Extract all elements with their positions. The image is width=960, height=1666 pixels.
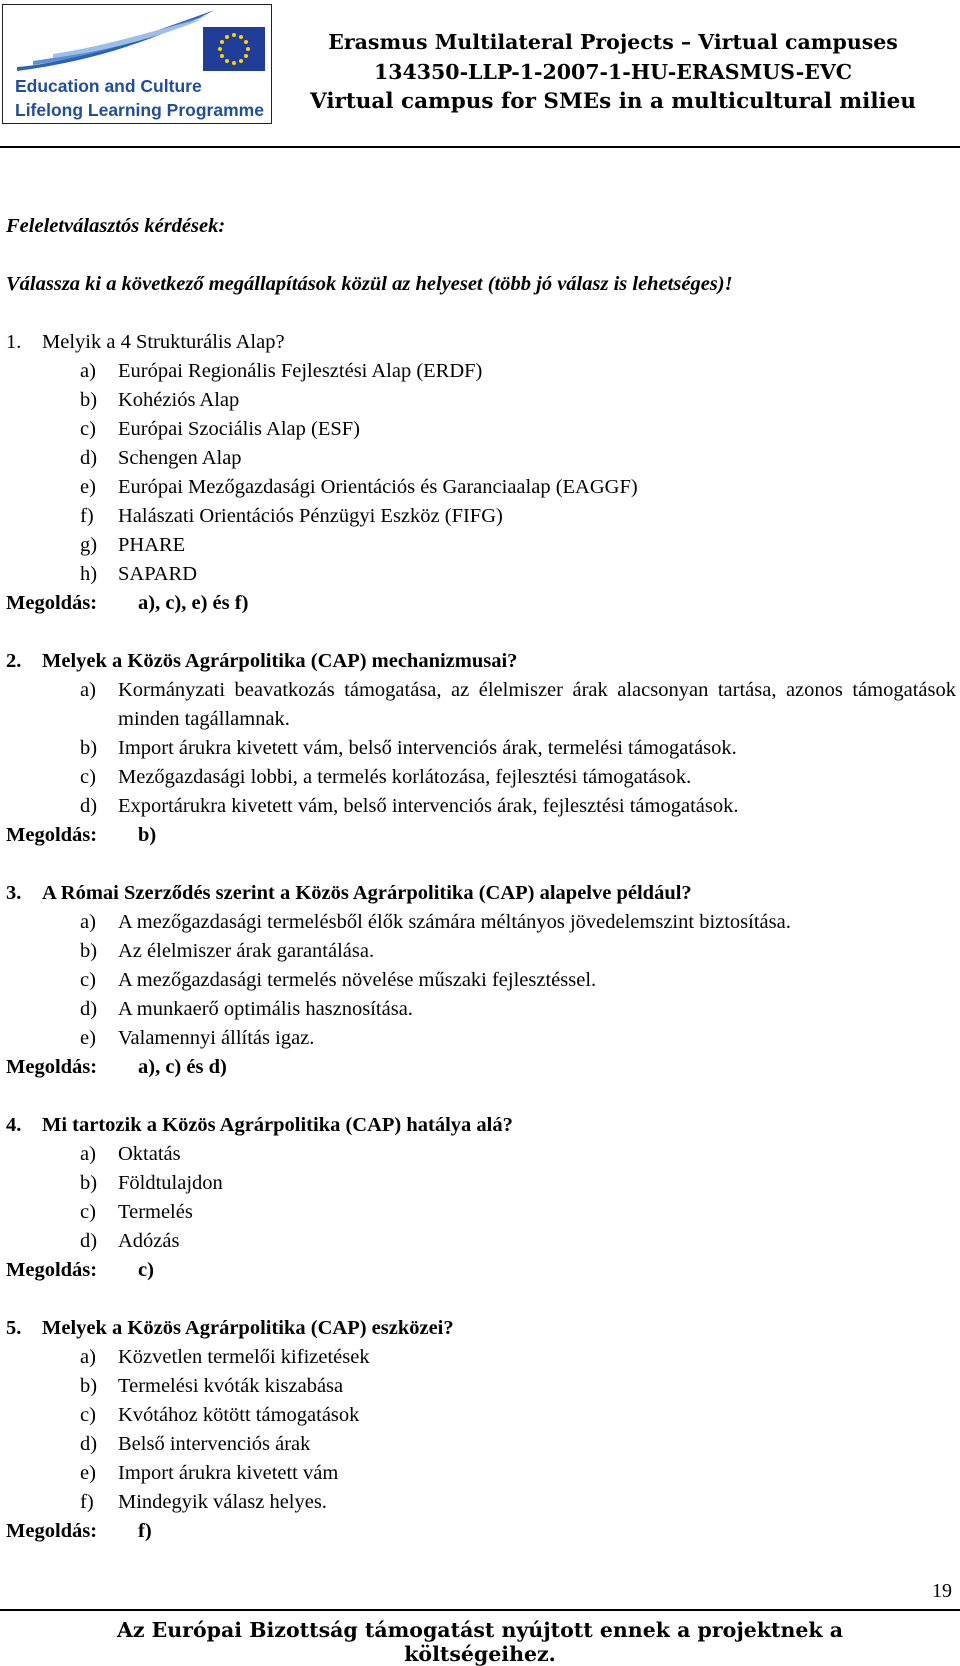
option-item <box>80 386 956 415</box>
option-text: A mezőgazdasági termelésből élők számára méltányos jövedelemszint biztosítása. <box>118 911 791 933</box>
option-item <box>80 1227 956 1256</box>
solution-label: Megoldás: <box>6 1056 98 1078</box>
option-list <box>6 908 956 1053</box>
option-item <box>80 966 956 995</box>
header-title-2: 134350-LLP-1-2007-1-HU-ERASMUS-EVC <box>373 60 853 84</box>
header-title-3: Virtual campus for SMEs in a multicultural milieu <box>310 89 916 114</box>
header-titles <box>310 27 916 117</box>
option-list <box>6 676 956 821</box>
option-item <box>80 502 956 531</box>
option-text: Kvótához kötött támogatások <box>118 1404 360 1426</box>
option-item <box>80 908 956 937</box>
option-label: d) <box>80 795 98 817</box>
question-1 <box>6 328 956 618</box>
question-text: Melyik a 4 Strukturális Alap? <box>42 331 285 353</box>
logo-line-2: Lifelong Learning Programme <box>15 100 264 120</box>
option-label: b) <box>80 737 98 759</box>
option-item <box>80 937 956 966</box>
program-logo <box>2 4 272 124</box>
option-label: c) <box>80 418 96 440</box>
option-text: A munkaerő optimális hasznosítása. <box>118 998 413 1020</box>
option-text: Európai Regionális Fejlesztési Alap (ERDF) <box>118 360 483 382</box>
header-divider <box>0 146 960 148</box>
option-label: b) <box>80 1172 98 1194</box>
solution-value: f) <box>138 1520 152 1542</box>
option-item <box>80 1430 956 1459</box>
question-title <box>6 328 956 357</box>
option-list <box>6 357 956 589</box>
option-label: e) <box>80 476 96 498</box>
question-3 <box>6 879 956 1082</box>
option-text: Európai Szociális Alap (ESF) <box>118 418 360 440</box>
option-text: Import árukra kivetett vám <box>118 1462 339 1484</box>
option-item <box>80 1372 956 1401</box>
option-label: d) <box>80 447 98 469</box>
question-text: Mi tartozik a Közös Agrárpolitika (CAP) hatálya alá? <box>42 1114 513 1136</box>
question-title <box>6 879 956 908</box>
option-label: f) <box>80 1491 94 1513</box>
question-number: 5. <box>6 1317 22 1339</box>
option-label: a) <box>80 679 96 701</box>
option-text: Halászati Orientációs Pénzügyi Eszköz (FIFG) <box>118 505 503 527</box>
solution-value: c) <box>138 1259 154 1281</box>
option-label: e) <box>80 1462 96 1484</box>
solution-label: Megoldás: <box>6 1520 98 1542</box>
solution-value: a), c), e) és f) <box>138 592 249 614</box>
question-title <box>6 1111 956 1140</box>
option-text: Belső intervenciós árak <box>118 1433 311 1455</box>
footer-divider <box>0 1609 960 1611</box>
option-text: Valamennyi állítás igaz. <box>118 1027 315 1049</box>
option-label: a) <box>80 1346 96 1368</box>
option-item <box>80 995 956 1024</box>
question-title <box>6 1314 956 1343</box>
option-label: f) <box>80 505 94 527</box>
option-item <box>80 1488 956 1517</box>
solution-line <box>6 1256 956 1285</box>
question-text: Melyek a Közös Agrárpolitika (CAP) mechanizmusai? <box>42 650 518 672</box>
option-label: d) <box>80 998 98 1020</box>
option-label: c) <box>80 1404 96 1426</box>
logo-line-1: Education and Culture <box>15 76 202 96</box>
solution-line <box>6 1053 956 1082</box>
option-text: Mindegyik válasz helyes. <box>118 1491 327 1513</box>
option-item <box>80 763 956 792</box>
option-text: Oktatás <box>118 1143 181 1165</box>
option-label: g) <box>80 534 98 556</box>
question-4 <box>6 1111 956 1285</box>
solution-value: b) <box>138 824 157 846</box>
option-label: d) <box>80 1433 98 1455</box>
option-item <box>80 1401 956 1430</box>
option-label: c) <box>80 1201 96 1223</box>
option-text: Mezőgazdasági lobbi, a termelés korlátozása, fejlesztési támogatások. <box>118 766 692 788</box>
option-text: Schengen Alap <box>118 447 242 469</box>
option-list <box>6 1343 956 1517</box>
option-text: SAPARD <box>118 563 198 585</box>
question-2 <box>6 647 956 850</box>
logo-graphic <box>3 5 271 75</box>
solution-label: Megoldás: <box>6 592 98 614</box>
solution-line <box>6 821 956 850</box>
option-label: c) <box>80 766 96 788</box>
question-title <box>6 647 956 676</box>
option-item <box>80 792 956 821</box>
question-number: 1. <box>6 331 22 353</box>
option-label: c) <box>80 969 96 991</box>
option-text: Az élelmiszer árak garantálása. <box>118 940 375 962</box>
question-number: 3. <box>6 882 22 904</box>
footer-text: Az Európai Bizottság támogatást nyújtott ennek a projektnek a költségeihez. <box>116 1618 844 1666</box>
option-item <box>80 1140 956 1169</box>
option-item <box>80 676 956 734</box>
option-item <box>80 734 956 763</box>
option-label: d) <box>80 1230 98 1252</box>
option-label: h) <box>80 563 98 585</box>
option-item <box>80 1169 956 1198</box>
option-item <box>80 1198 956 1227</box>
option-label: e) <box>80 1027 96 1049</box>
option-item <box>80 1343 956 1372</box>
option-list <box>6 1140 956 1256</box>
option-label: b) <box>80 389 98 411</box>
option-text: PHARE <box>118 534 186 556</box>
question-number: 2. <box>6 650 22 672</box>
solution-value: a), c) és d) <box>138 1056 227 1078</box>
option-label: b) <box>80 940 98 962</box>
option-text: Adózás <box>118 1230 180 1252</box>
option-item <box>80 357 956 386</box>
solution-label: Megoldás: <box>6 1259 98 1281</box>
option-text: Kohéziós Alap <box>118 389 240 411</box>
option-text: Exportárukra kivetett vám, belső intervenciós árak, fejlesztési támogatások. <box>118 795 739 817</box>
option-item <box>80 415 956 444</box>
question-text: Melyek a Közös Agrárpolitika (CAP) eszközei? <box>42 1317 454 1339</box>
option-item <box>80 444 956 473</box>
option-label: a) <box>80 1143 96 1165</box>
section-title: Feleletválasztós kérdések: <box>6 215 226 237</box>
solution-line <box>6 589 956 618</box>
option-text: Kormányzati beavatkozás támogatása, az élelmiszer árak alacsonyan tartása, azonos támogatások minden tagállamnak. <box>118 679 956 730</box>
option-text: Import árukra kivetett vám, belső intervenciós árak, termelési támogatások. <box>118 737 737 759</box>
question-number: 4. <box>6 1114 22 1136</box>
question-text: A Római Szerződés szerint a Közös Agrárpolitika (CAP) alapelve például? <box>42 882 692 904</box>
option-text: Termelés <box>118 1201 193 1223</box>
header-title-1: Erasmus Multilateral Projects – Virtual campuses <box>328 30 898 54</box>
option-text: Európai Mezőgazdasági Orientációs és Garanciaalap (EAGGF) <box>118 476 638 498</box>
option-item <box>80 473 956 502</box>
option-item <box>80 560 956 589</box>
document-body <box>6 212 956 1546</box>
option-item <box>80 1024 956 1053</box>
option-text: Termelési kvóták kiszabása <box>118 1375 344 1397</box>
question-5 <box>6 1314 956 1546</box>
option-item <box>80 531 956 560</box>
option-label: a) <box>80 360 96 382</box>
instruction-text: Válassza ki a következő megállapítások közül az helyeset (több jó válasz is lehetséges)! <box>6 273 733 295</box>
option-label: b) <box>80 1375 98 1397</box>
option-text: Földtulajdon <box>118 1172 223 1194</box>
page-number: 19 <box>932 1580 952 1602</box>
page-header <box>0 0 960 152</box>
option-text: A mezőgazdasági termelés növelése műszaki fejlesztéssel. <box>118 969 597 991</box>
option-item <box>80 1459 956 1488</box>
option-label: a) <box>80 911 96 933</box>
solution-line <box>6 1517 956 1546</box>
option-text: Közvetlen termelői kifizetések <box>118 1346 370 1368</box>
solution-label: Megoldás: <box>6 824 98 846</box>
